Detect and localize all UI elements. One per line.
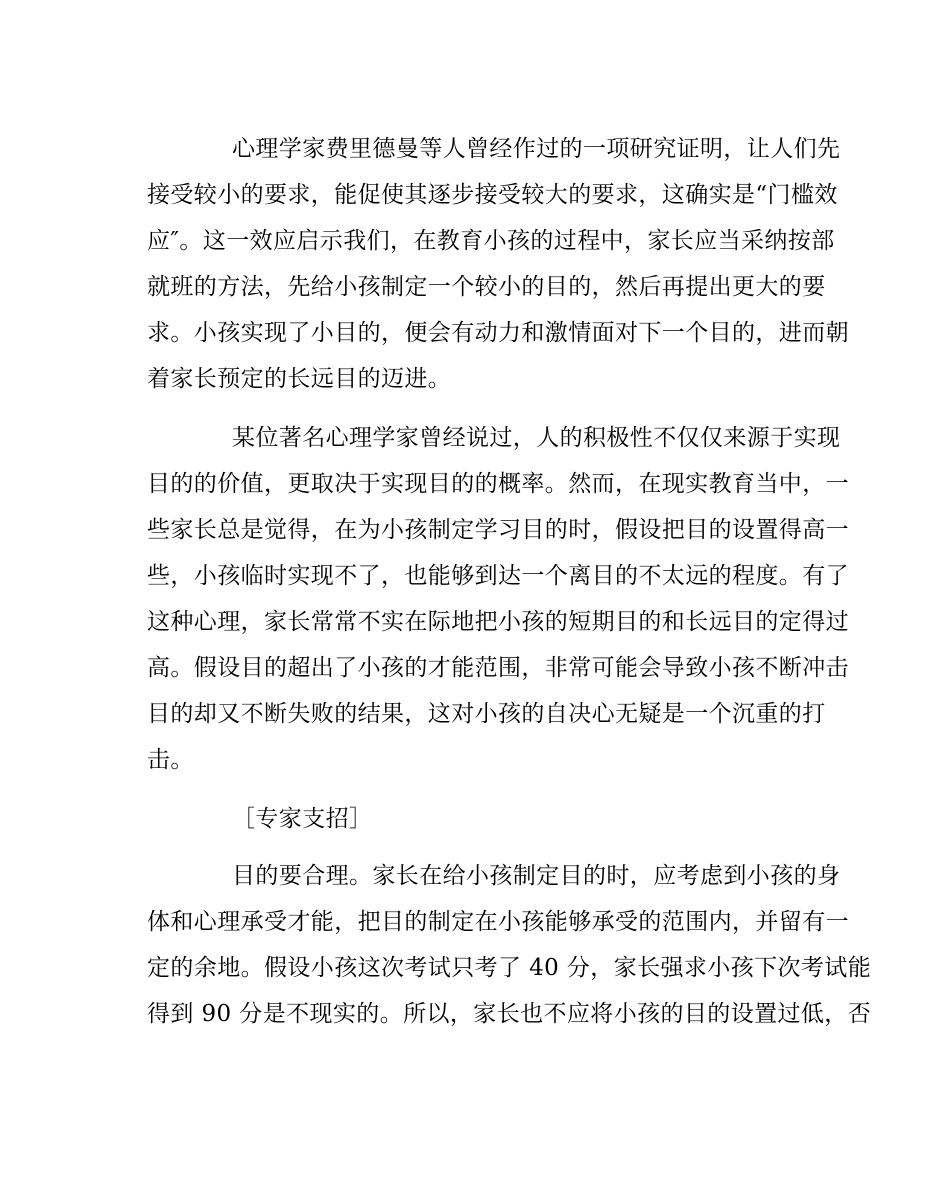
paragraph-2-line-3: 些家长总是觉得，在为小孩制定学习目的时，假设把目的设置得高一 (147, 517, 849, 543)
section-heading: ［专家支招］ (232, 806, 373, 832)
paragraph-2-line-1: 某位著名心理学家曾经说过，人的积极性不仅仅来源于实现 (232, 425, 841, 451)
paragraph-1-line-4: 就班的方法，先给小孩制定一个较小的目的，然后再提出更大的要 (147, 274, 826, 300)
paragraph-2-line-8: 击。 (147, 747, 194, 773)
paragraph-1-line-3: 应″。这一效应启示我们，在教育小孩的过程中，家长应当采纳按部 (147, 228, 835, 254)
paragraph-1-line-1: 心理学家费里德曼等人曾经作过的一项研究证明，让人们先 (232, 136, 841, 162)
paragraph-3-line-3: 定的余地。假设小孩这次考试只考了 40 分，家长强求小孩下次考试能 (147, 955, 872, 981)
paragraph-1-line-2: 接受较小的要求，能促使其逐步接受较大的要求，这确实是“门槛效 (147, 182, 838, 208)
paragraph-1-line-5: 求。小孩实现了小目的，便会有动力和激情面对下一个目的，进而朝 (147, 320, 849, 346)
paragraph-3-line-1: 目的要合理。家长在给小孩制定目的时，应考虑到小孩的身 (232, 863, 841, 889)
paragraph-2-line-7: 目的却又不断失败的结果，这对小孩的自决心无疑是一个沉重的打 (147, 701, 826, 727)
paragraph-3-line-2: 体和心理承受才能，把目的制定在小孩能够承受的范围内，并留有一 (147, 909, 849, 935)
paragraph-3-line-4: 得到 90 分是不现实的。所以，家长也不应将小孩的目的设置过低，否 (147, 1001, 872, 1027)
paragraph-2-line-6: 高。假设目的超出了小孩的才能范围，非常可能会导致小孩不断冲击 (147, 655, 849, 681)
paragraph-2-line-2: 目的的价值，更取决于实现目的的概率。然而，在现实教育当中，一 (147, 471, 849, 497)
paragraph-2-line-5: 这种心理，家长常常不实在际地把小孩的短期目的和长远目的定得过 (147, 609, 849, 635)
paragraph-2-line-4: 些，小孩临时实现不了，也能够到达一个离目的不太远的程度。有了 (147, 563, 849, 589)
paragraph-1-line-6: 着家长预定的长远目的迈进。 (147, 366, 452, 392)
